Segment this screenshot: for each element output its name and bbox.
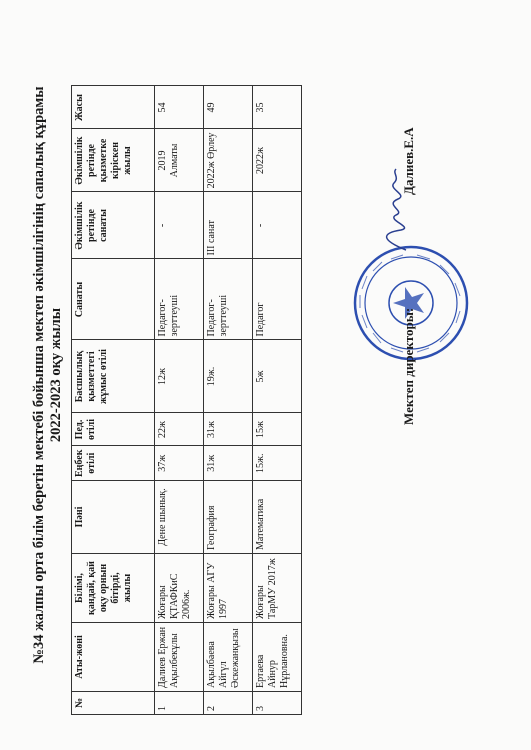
header-leadership-experience: Басшылық қызметтегі жұмыс өтілі xyxy=(72,340,155,413)
cell-num: 3 xyxy=(253,692,302,715)
table-row xyxy=(253,86,302,715)
title-line-2: 2022-2023 оқу жылы xyxy=(48,307,64,443)
header-education: Білімі, қандай, қай оқу орнын бітірді, жылы xyxy=(72,554,155,623)
cell-subject: География xyxy=(204,481,253,554)
cell-education: Жоғары ҚТАФКиС 2006ж. xyxy=(155,554,204,623)
header-ped-experience: Пед. өтілі xyxy=(72,413,155,446)
cell-admin-category: - xyxy=(253,192,302,259)
table-row xyxy=(204,86,253,715)
document-title xyxy=(31,25,65,725)
cell-subject: Математика xyxy=(253,481,302,554)
header-admin-year: Әкімшілік ретінде қызметке кіріскен жылы xyxy=(72,129,155,192)
rotated-content xyxy=(31,25,501,725)
cell-leadership-experience: 5ж xyxy=(253,340,302,413)
cell-age: 54 xyxy=(155,86,204,129)
cell-leadership-experience: 12ж xyxy=(155,340,204,413)
cell-admin-year: 2022ж Өрлеу xyxy=(204,129,253,192)
cell-education: Жоғары АГУ 1997 xyxy=(204,554,253,623)
cell-num: 2 xyxy=(204,692,253,715)
cell-admin-year: 2022ж xyxy=(253,129,302,192)
cell-ped-experience: 31ж xyxy=(204,413,253,446)
cell-leadership-experience: 19ж. xyxy=(204,340,253,413)
table-header-row xyxy=(72,86,155,715)
header-subject: Пәні xyxy=(72,481,155,554)
cell-subject: Дене шынық. xyxy=(155,481,204,554)
header-category: Санаты xyxy=(72,259,155,340)
director-role: Мектеп директоры: xyxy=(401,307,416,425)
header-name: Аты-жөні xyxy=(72,623,155,692)
title-line-1: №34 жалпы орта білім беретін мектебі бойынша мектеп әкімшілігінің сапалық құрамы xyxy=(31,86,47,664)
cell-category: Педагог-зерттеуші xyxy=(204,259,253,340)
header-age: Жасы xyxy=(72,86,155,129)
cell-admin-year: 2019 Алматы xyxy=(155,129,204,192)
cell-age: 35 xyxy=(253,86,302,129)
table-row xyxy=(155,86,204,715)
cell-category: Педагог-зерттеуші xyxy=(155,259,204,340)
cell-name: Ертаева Айнур Нұрлановна. xyxy=(253,623,302,692)
cell-admin-category: III санат xyxy=(204,192,253,259)
header-admin-category: Әкімшілік ретінде санаты xyxy=(72,192,155,259)
cell-name: Ақылбаева Айгүл Әскежанқызы xyxy=(204,623,253,692)
cell-num: 1 xyxy=(155,692,204,715)
cell-ped-experience: 15ж xyxy=(253,413,302,446)
cell-ped-experience: 22ж xyxy=(155,413,204,446)
cell-category: Педагог xyxy=(253,259,302,340)
cell-work-experience: 15ж. xyxy=(253,446,302,481)
cell-age: 49 xyxy=(204,86,253,129)
header-work-experience: Еңбек өтілі xyxy=(72,446,155,481)
header-num: № xyxy=(72,692,155,715)
cell-education: Жоғары ТарМУ 2017ж xyxy=(253,554,302,623)
staff-table xyxy=(71,86,302,716)
director-name: Далиев.Е.А xyxy=(401,127,416,195)
cell-work-experience: 31ж xyxy=(204,446,253,481)
cell-name: Далиев Ержан Ақылбекұлы xyxy=(155,623,204,692)
cell-work-experience: 37ж xyxy=(155,446,204,481)
cell-admin-category: - xyxy=(155,192,204,259)
